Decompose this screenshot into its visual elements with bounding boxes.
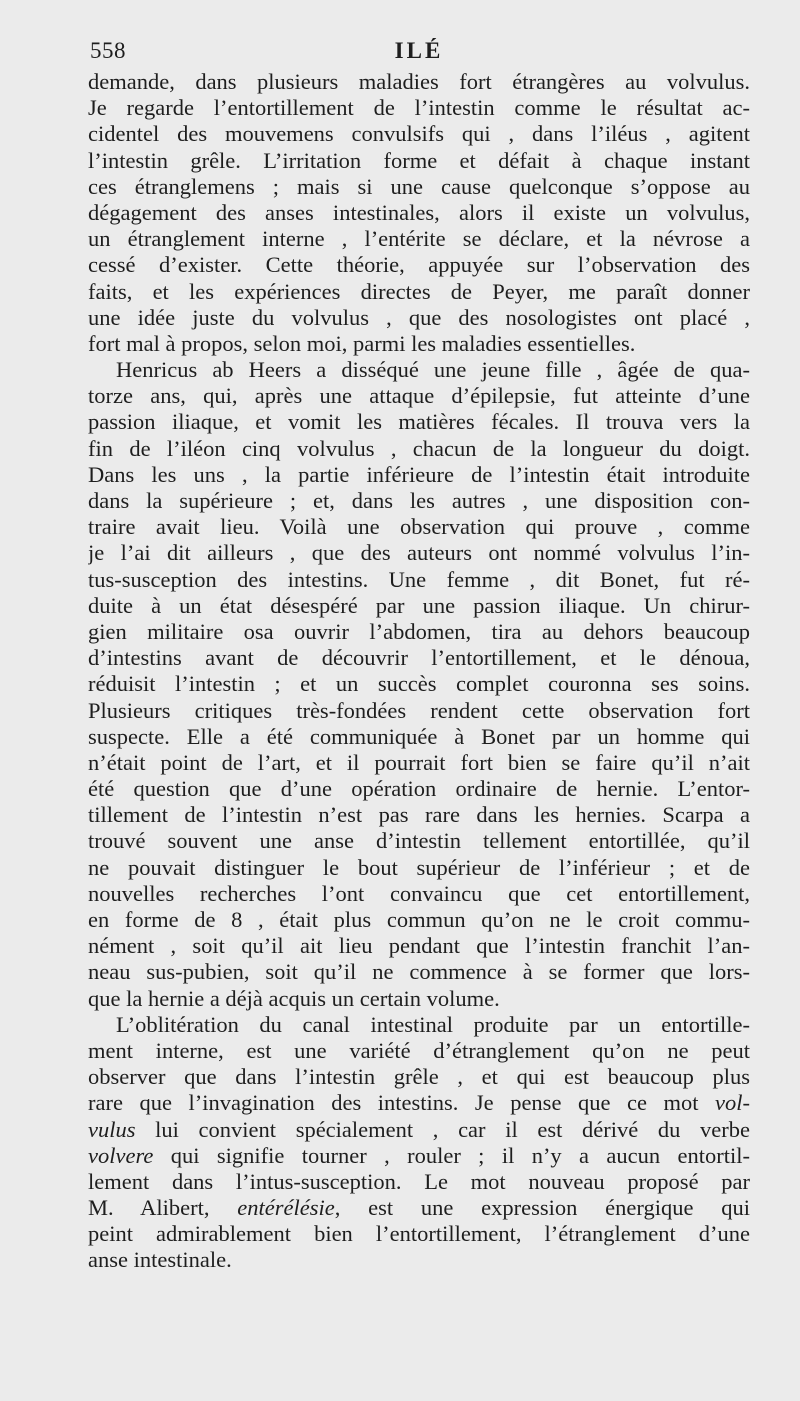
page-header: [88, 38, 750, 70]
text-line: rare que l’invagination des intestins. Je pense que ce mot vol-: [88, 1090, 750, 1116]
text-line: duite à un état désespéré par une passion iliaque. Un chirur-: [88, 592, 750, 618]
text-line: cessé d’exister. Cette théorie, appuyée sur l’observation des: [88, 252, 750, 278]
text-line: faits, et les expériences directes de Peyer, me paraît donner: [88, 278, 750, 304]
body-text: [88, 69, 750, 1274]
text-line: Dans les uns , la partie inférieure de l’intestin était introduite: [88, 461, 750, 487]
text-line: nouvelles recherches l’ont convaincu que cet entortillement,: [88, 880, 750, 906]
text-line: tus-susception des intestins. Une femme , dit Bonet, fut ré-: [88, 566, 750, 592]
text-line: volvere qui signifie tourner , rouler ; il n’y a aucun entortil-: [88, 1142, 750, 1168]
text-line: Henricus ab Heers a disséqué une jeune fille , âgée de qua-: [116, 357, 750, 383]
text-line: un étranglement interne , l’entérite se déclare, et la névrose a: [88, 226, 750, 252]
text-line: réduisit l’intestin ; et un succès complet couronna ses soins.: [88, 671, 750, 697]
running-head: ILÉ: [394, 38, 444, 63]
text-line: une idée juste du volvulus , que des nosologistes ont placé ,: [88, 304, 750, 330]
text-line: traire avait lieu. Voilà une observation qui prouve , comme: [88, 514, 750, 540]
text-line: nément , soit qu’il ait lieu pendant que l’intestin franchit l’an-: [88, 933, 750, 959]
text-line: gien militaire osa ouvrir l’abdomen, tira au dehors beaucoup: [88, 618, 750, 644]
text-line: vulus lui convient spécialement , car il est dérivé du verbe: [88, 1116, 750, 1142]
text-line: en forme de 8 , était plus commun qu’on ne le croit commu-: [88, 907, 750, 932]
text-line: neau sus-pubien, soit qu’il ne commence à se former que lors-: [88, 959, 750, 985]
text-line: cidentel des mouvemens convulsifs qui , dans l’iléus , agitent: [88, 121, 750, 147]
text-line: demande, dans plusieurs maladies fort étrangères au volvulus.: [88, 69, 750, 94]
text-line: dans la supérieure ; et, dans les autres , une disposition con-: [88, 488, 750, 513]
text-line: je l’ai dit ailleurs , que des auteurs ont nommé volvulus l’in-: [88, 540, 750, 566]
text-line: torze ans, qui, après une attaque d’épilepsie, fut atteinte d’une: [88, 383, 750, 409]
text-line: L’oblitération du canal intestinal produite par un entortille-: [116, 1011, 750, 1037]
text-line: ne pouvait distinguer le bout supérieur de l’inférieur ; et de: [88, 854, 750, 880]
text-line: été question que d’une opération ordinaire de hernie. L’entor-: [88, 776, 750, 802]
text-line: ces étranglemens ; mais si une cause quelconque s’oppose au: [88, 173, 750, 199]
text-line: anse intestinale.: [88, 1247, 232, 1273]
text-line: dégagement des anses intestinales, alors il existe un volvulus,: [88, 199, 750, 225]
text-line: trouvé souvent une anse d’intestin tellement entortillée, qu’il: [88, 828, 750, 854]
text-line: n’était point de l’art, et il pourrait fort bien se faire qu’il n’ait: [88, 749, 750, 775]
text-line: ment interne, est une variété d’étranglement qu’on ne peut: [88, 1037, 750, 1063]
text-line: Je regarde l’entortillement de l’intestin comme le résultat ac-: [88, 95, 750, 121]
text-line: M. Alibert, entérélésie, est une expression énergique qui: [88, 1195, 750, 1221]
text-line: lement dans l’intus-susception. Le mot nouveau proposé par: [88, 1168, 750, 1194]
text-line: d’intestins avant de découvrir l’entortillement, et le dénoua,: [88, 645, 750, 671]
text-line: l’intestin grêle. L’irritation forme et défait à chaque instant: [88, 147, 750, 173]
text-line: Plusieurs critiques très-fondées rendent cette observation fort: [88, 697, 750, 723]
text-line: observer que dans l’intestin grêle , et qui est beaucoup plus: [88, 1064, 750, 1090]
text-line: que la hernie a déjà acquis un certain volume.: [88, 985, 500, 1011]
text-line: peint admirablement bien l’entortillement, l’étranglement d’une: [88, 1221, 750, 1247]
text-line: fort mal à propos, selon moi, parmi les maladies essentielles.: [88, 330, 636, 356]
text-line: suspecte. Elle a été communiquée à Bonet par un homme qui: [88, 723, 750, 749]
text-line: fin de l’iléon cinq volvulus , chacun de la longueur du doigt.: [88, 435, 750, 461]
text-line: passion iliaque, et vomit les matières fécales. Il trouva vers la: [88, 409, 750, 435]
text-line: tillement de l’intestin n’est pas rare dans les hernies. Scarpa a: [88, 802, 750, 828]
page-number: 558: [90, 38, 126, 63]
